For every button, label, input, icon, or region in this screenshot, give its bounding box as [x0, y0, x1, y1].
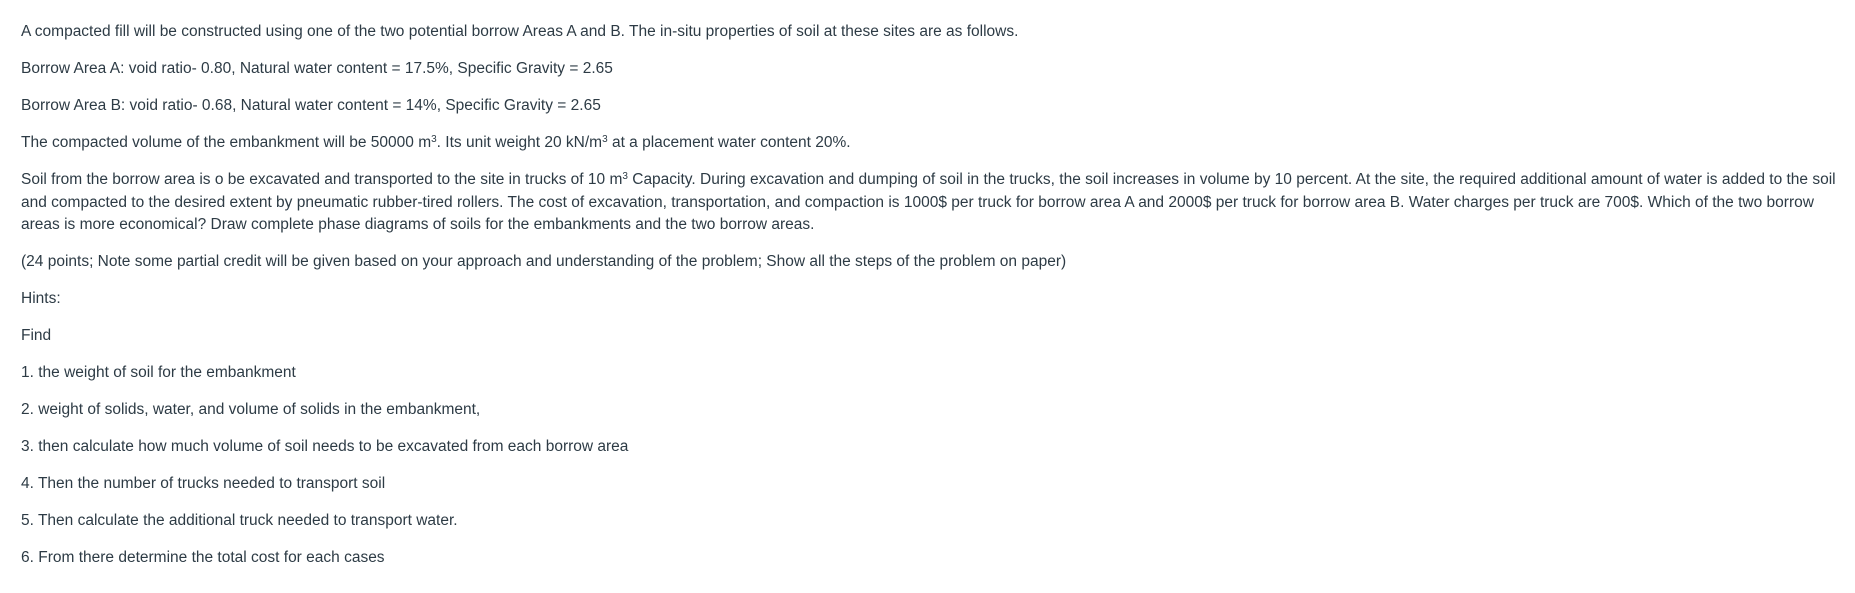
soil-text-1: Soil from the borrow area is o be excavated and transported to the site in trucks of 10 m — [21, 171, 623, 188]
hint-item: 2. weight of solids, water, and volume of solids in the embankment, — [21, 400, 481, 418]
hint-item: 1. the weight of soil for the embankment — [21, 363, 296, 381]
find-label: Find — [21, 326, 52, 344]
embankment-paragraph — [21, 132, 1846, 153]
hint-item: 6. From there determine the total cost for each cases — [21, 548, 385, 566]
embankment-text-1: The compacted volume of the embankment will be 50000 m — [21, 134, 432, 151]
soil-transport-paragraph — [21, 169, 1846, 237]
points-note: (24 points; Note some partial credit will be given based on your approach and understanding of the problem; Show all the steps of the problem on paper) — [21, 252, 1067, 270]
hint-item: 4. Then the number of trucks needed to transport soil — [21, 474, 386, 492]
soil-text-2: Capacity. During excavation and dumping of soil in the trucks, the soil increases in volume by 10 percent. At the site, the required additional amount of water is added to the soil and compacted to the desired extent by pneumatic rubber-tired rollers. The cost of excavation, transportation, and compaction is 1000$ per truck for borrow area A and 2000$ per truck for borrow area B. Water charges per truck are 700$. Which of the two borrow areas is more economical? Draw complete phase diagrams of soils for the embankments and the two borrow areas. — [21, 171, 1836, 233]
question-body — [21, 21, 1846, 584]
intro-paragraph: A compacted fill will be constructed using one of the two potential borrow Areas A and B. The in-situ properties of soil at these sites are as follows. — [21, 23, 1019, 40]
hint-item: 3. then calculate how much volume of soil needs to be excavated from each borrow area — [21, 437, 629, 455]
hint-item: 5. Then calculate the additional truck needed to transport water. — [21, 511, 458, 529]
superscript-3: 3 — [602, 134, 608, 145]
hints-label: Hints: — [21, 289, 61, 307]
embankment-text-3: at a placement water content 20%. — [607, 134, 851, 151]
borrow-area-a-properties: Borrow Area A: void ratio- 0.80, Natural water content = 17.5%, Specific Gravity = 2.65 — [21, 60, 613, 77]
borrow-area-b-properties: Borrow Area B: void ratio- 0.68, Natural water content = 14%, Specific Gravity = 2.65 — [21, 97, 601, 114]
superscript-3: 3 — [622, 171, 628, 182]
superscript-3: 3 — [431, 134, 437, 145]
embankment-text-2: . Its unit weight 20 kN/m — [436, 134, 603, 151]
